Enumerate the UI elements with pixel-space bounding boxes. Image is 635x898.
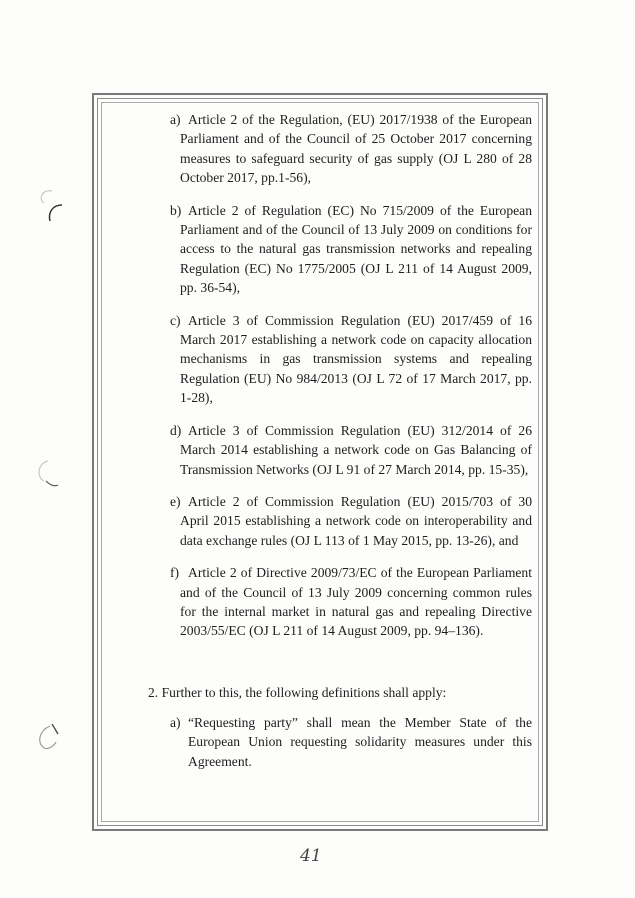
list-item [170, 311, 532, 408]
definitions-list [170, 110, 532, 654]
list-marker: b) [170, 202, 182, 218]
punch-hole-mark [30, 720, 70, 760]
list-marker: c) [170, 312, 181, 328]
paragraph-number: 2. [148, 685, 159, 700]
list-marker: d) [170, 422, 182, 438]
list-item-text: Article 3 of Commission Regulation (EU) 312/2014 of 26 March 2014 establishing a network code on Gas Balancing of Transmission Networks (OJ L 91 of 27 March 2014, pp. 15-35), [180, 422, 532, 477]
list-item [170, 563, 532, 641]
list-marker: a) [170, 112, 181, 127]
list-item-text: Article 3 of Commission Regulation (EU) 2017/459 of 16 March 2017 establishing a network code on capacity allocation mechanisms in gas transmission systems and repealing Regulation (EU) No 984/2013 (OJ L 72 of 17 March 2017, pp. 1-28), [180, 312, 532, 406]
definition-text: “Requesting party” shall mean the Member State of the European Union requesting solidarity measures under this Agreement. [188, 715, 532, 769]
page-number: 41 [300, 846, 322, 866]
paragraph-text: Further to this, the following definitions shall apply: [161, 685, 447, 700]
list-item-text: Article 2 of Directive 2009/73/EC of the European Parliament and of the Council of 13 July 2009 concerning common rules for the internal market in natural gas and repealing Directive 2003/55/EC (OJ L 211 of 14 August 2009, pp. 94–136). [180, 565, 532, 639]
list-item [170, 201, 532, 298]
list-item [170, 492, 532, 550]
list-item [170, 421, 532, 479]
list-item [170, 110, 532, 188]
list-item-text: Article 2 of Regulation (EC) No 715/2009 of the European Parliament and of the Council of 13 July 2009 on conditions for access to the natural gas transmission networks and repealing Regulation (EC) No 1775/2005 (OJ L 211 of 14 August 2009, pp. 36-54), [180, 202, 532, 296]
numbered-paragraph [148, 683, 532, 702]
list-item-text: Article 2 of the Regulation, (EU) 2017/1938 of the European Parliament and of the Council of 25 October 2017 concerning measures to safeguard security of gas supply (OJ L 280 of 28 October 2017, pp.1-56), [180, 112, 532, 186]
punch-hole-mark [30, 185, 70, 225]
punch-hole-mark [30, 455, 70, 495]
list-marker: e) [170, 493, 181, 509]
definition-item [170, 713, 532, 771]
list-marker: f) [170, 565, 180, 581]
list-marker: a) [170, 715, 181, 730]
list-item-text: Article 2 of Commission Regulation (EU) 2015/703 of 30 April 2015 establishing a network code on interoperability and data exchange rules (OJ L 113 of 1 May 2015, pp. 13-26), and [180, 493, 532, 548]
